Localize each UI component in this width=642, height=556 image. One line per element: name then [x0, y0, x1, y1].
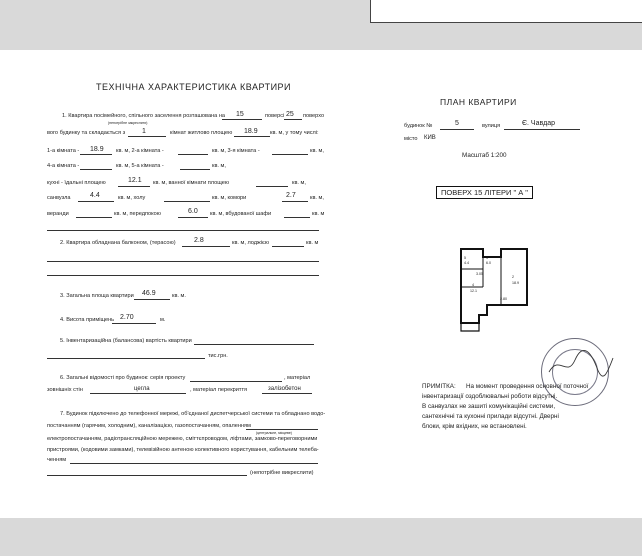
floors-line	[284, 119, 302, 120]
floor-litera-box: ПОВЕРХ 15 ЛІТЕРИ " А "	[436, 186, 533, 199]
street-line	[504, 129, 580, 130]
room3-line	[272, 154, 308, 155]
living-area-value: 18.9	[244, 128, 258, 135]
s1-living-label: кімнат житлово площею	[170, 130, 233, 136]
s6-label: 6. Загальні відомості про будинок: серія проекту	[60, 375, 186, 381]
blank-line-3	[47, 275, 319, 276]
bathroom-unit: кв. м,	[292, 180, 306, 186]
house-label: будинок №	[404, 123, 433, 129]
storage-value: 2.7	[286, 192, 296, 199]
room-1-area: 6.0	[486, 261, 491, 265]
room3-unit: кв. м,	[310, 148, 324, 154]
storage-unit: кв. м,	[310, 195, 324, 201]
dim-2-80: 2.80	[500, 297, 507, 301]
s1-floor-suffix: поверсі	[265, 113, 285, 119]
hall-line	[164, 201, 210, 202]
house-value: 5	[455, 120, 459, 127]
storage-line	[282, 201, 308, 202]
s7-line2: постачанням (гарячим, холодним), каналізацією, газопостачанням, опаленням	[47, 423, 251, 429]
s4-label: 4. Висота приміщень	[60, 317, 115, 323]
total-area-unit: кв. м.	[172, 293, 186, 299]
room5-line	[180, 169, 210, 170]
corridor-label: кв. м, передпокою	[114, 211, 161, 217]
height-value: 2.70	[120, 314, 134, 321]
room4-label: 4-а кімната -	[47, 163, 80, 169]
rooms-value: 1	[142, 128, 146, 135]
room5-unit: кв. м,	[212, 163, 226, 169]
city-label: місто	[404, 136, 418, 142]
slabs-line	[262, 393, 312, 394]
street-label: вулиця	[482, 123, 501, 129]
room-4-number: 4	[472, 283, 474, 287]
kitchen-label: кухні - їдальні площею	[47, 180, 106, 186]
s1-sub-note: (непотрібне закреслити)	[108, 121, 148, 125]
room5-label: кв. м, 5-а кімната -	[116, 163, 164, 169]
balcony-value: 2.8	[194, 237, 204, 244]
blank-line-5	[47, 475, 247, 476]
kitchen-line	[118, 186, 150, 187]
room-2-area: 18.9	[512, 281, 519, 285]
hall-label: кв. м, холу	[118, 195, 146, 201]
s7-footnote: (непотрібне викреслити)	[250, 470, 314, 476]
room-4-area: 12.1	[470, 289, 477, 293]
floor-line	[222, 119, 262, 120]
value-line-1	[194, 344, 314, 345]
blank-line-4	[70, 463, 318, 464]
room3-label: кв. м, 3-я кімната -	[212, 148, 260, 154]
room-5-number: 5	[464, 256, 466, 260]
balcony-line	[182, 246, 230, 247]
s6-slabs-label: , матеріал перекриття	[190, 387, 248, 393]
s1-incl-label: кв. м, у тому числі:	[270, 130, 319, 136]
height-unit: м.	[160, 317, 166, 323]
room1-value: 18.9	[90, 146, 104, 153]
room4-line	[80, 169, 112, 170]
plan-balcony	[461, 323, 479, 331]
corridor-value: 6.0	[188, 208, 198, 215]
s1-floors-suffix: поверхо	[303, 113, 325, 119]
walls-line	[90, 393, 186, 394]
note-line-1: На момент проведення основної поточної	[466, 383, 589, 390]
room1-line	[80, 154, 112, 155]
s1-line2: вого будинку та складається з	[47, 130, 126, 136]
plan-walls	[461, 249, 527, 323]
living-line	[234, 136, 270, 137]
loggia-line	[272, 246, 304, 247]
floors-value: 25	[286, 111, 294, 118]
wc-line	[78, 201, 114, 202]
s3-label: 3. Загальна площа квартири	[60, 293, 134, 299]
note-line-5: блоки, крім вхідних, не встановлені.	[422, 423, 527, 430]
s7-line5: ченням	[47, 457, 67, 463]
note-line-2: інвентаризації оздоблювальні роботи відсутні.	[422, 393, 558, 400]
wardrobe-line	[284, 217, 310, 218]
s5-unit: тис.грн.	[208, 353, 228, 359]
note-title: ПРИМІТКА:	[422, 383, 456, 390]
room2-line	[178, 154, 208, 155]
walls-value: цегла	[134, 386, 150, 392]
street-value: Є. Чавдар	[522, 120, 555, 127]
total-area-value: 46.9	[142, 290, 156, 297]
signature	[545, 344, 615, 384]
rooms-line	[128, 136, 166, 137]
background-sheet	[370, 0, 642, 23]
s5-label: 5. Інвентаризаційна (балансова) вартість квартири	[60, 338, 192, 344]
project-series-line	[190, 381, 282, 382]
wc-value: 4.4	[90, 192, 100, 199]
corridor-line	[178, 217, 208, 218]
s2-label: 2. Квартира обладнана балконом, (терасою)	[60, 240, 176, 246]
bathroom-label: кв. м, ванної кімнати площею	[153, 180, 230, 186]
heating-line	[246, 429, 318, 430]
room2-label: кв. м, 2-а кімната -	[116, 148, 164, 154]
note-line-4: сантехнічні та кухонні прилади відсутні. Дверні	[422, 413, 559, 420]
s7-line3: електропостачанням, радіотрансляційною мережею, сміттєпроводом, ліфтами, замково-переговорними	[47, 436, 318, 442]
total-area-line	[134, 299, 170, 300]
value-line-2	[47, 358, 205, 359]
apartment-floor-plan	[455, 243, 535, 333]
height-line	[112, 323, 156, 324]
kitchen-value: 12.1	[128, 177, 142, 184]
room-5-area: 4.4	[464, 261, 469, 265]
slabs-value: залізобетон	[268, 386, 301, 392]
veranda-label: веранди	[47, 211, 69, 217]
veranda-line	[76, 217, 112, 218]
plan-title: ПЛАН КВАРТИРИ	[440, 97, 517, 107]
note-line-3: В санвузлах не зашиті комунікаційні системи,	[422, 403, 556, 410]
storage-label: кв. м, комори	[212, 195, 247, 201]
loggia-unit: кв. м	[306, 240, 319, 246]
loggia-label: кв. м, лоджією	[232, 240, 270, 246]
s7-sub-note: (центральне, місцеве)	[256, 431, 292, 435]
wc-label: санвузла	[47, 195, 71, 201]
city-value: КИВ	[424, 135, 436, 141]
bathroom-line	[256, 186, 288, 187]
s7-line4: пристроями, (кодовими замками), телевізійною антеною колективного користування, кабельним телеба-	[47, 447, 319, 453]
scale-label: Масштаб 1:200	[462, 152, 507, 159]
room1-label: 1-а кімната -	[47, 148, 80, 154]
room-2-number: 2	[512, 275, 514, 279]
s6-material-label: , матеріал	[284, 375, 311, 381]
wardrobe-unit: кв. м	[312, 211, 325, 217]
blank-line-1	[47, 230, 319, 231]
blank-line-2	[47, 261, 319, 262]
s6-walls-label: зовнішніх стін	[47, 387, 83, 393]
page-title: ТЕХНІЧНА ХАРАКТЕРИСТИКА КВАРТИРИ	[96, 82, 292, 92]
room-1-number: 1	[486, 256, 488, 260]
s1-line1: 1. Квартира посімейного, спільного заселення розташована на	[62, 113, 226, 119]
dim-3-05: 3.05	[476, 272, 483, 276]
house-line	[440, 129, 474, 130]
floor-value: 15	[236, 111, 244, 118]
wardrobe-label: кв. м, вбудованої шафи	[210, 211, 272, 217]
s7-line1: 7. Будинок підключено до телефонної мережі, об'єднаної диспетчерської системи та обладнано водо-	[60, 411, 326, 417]
